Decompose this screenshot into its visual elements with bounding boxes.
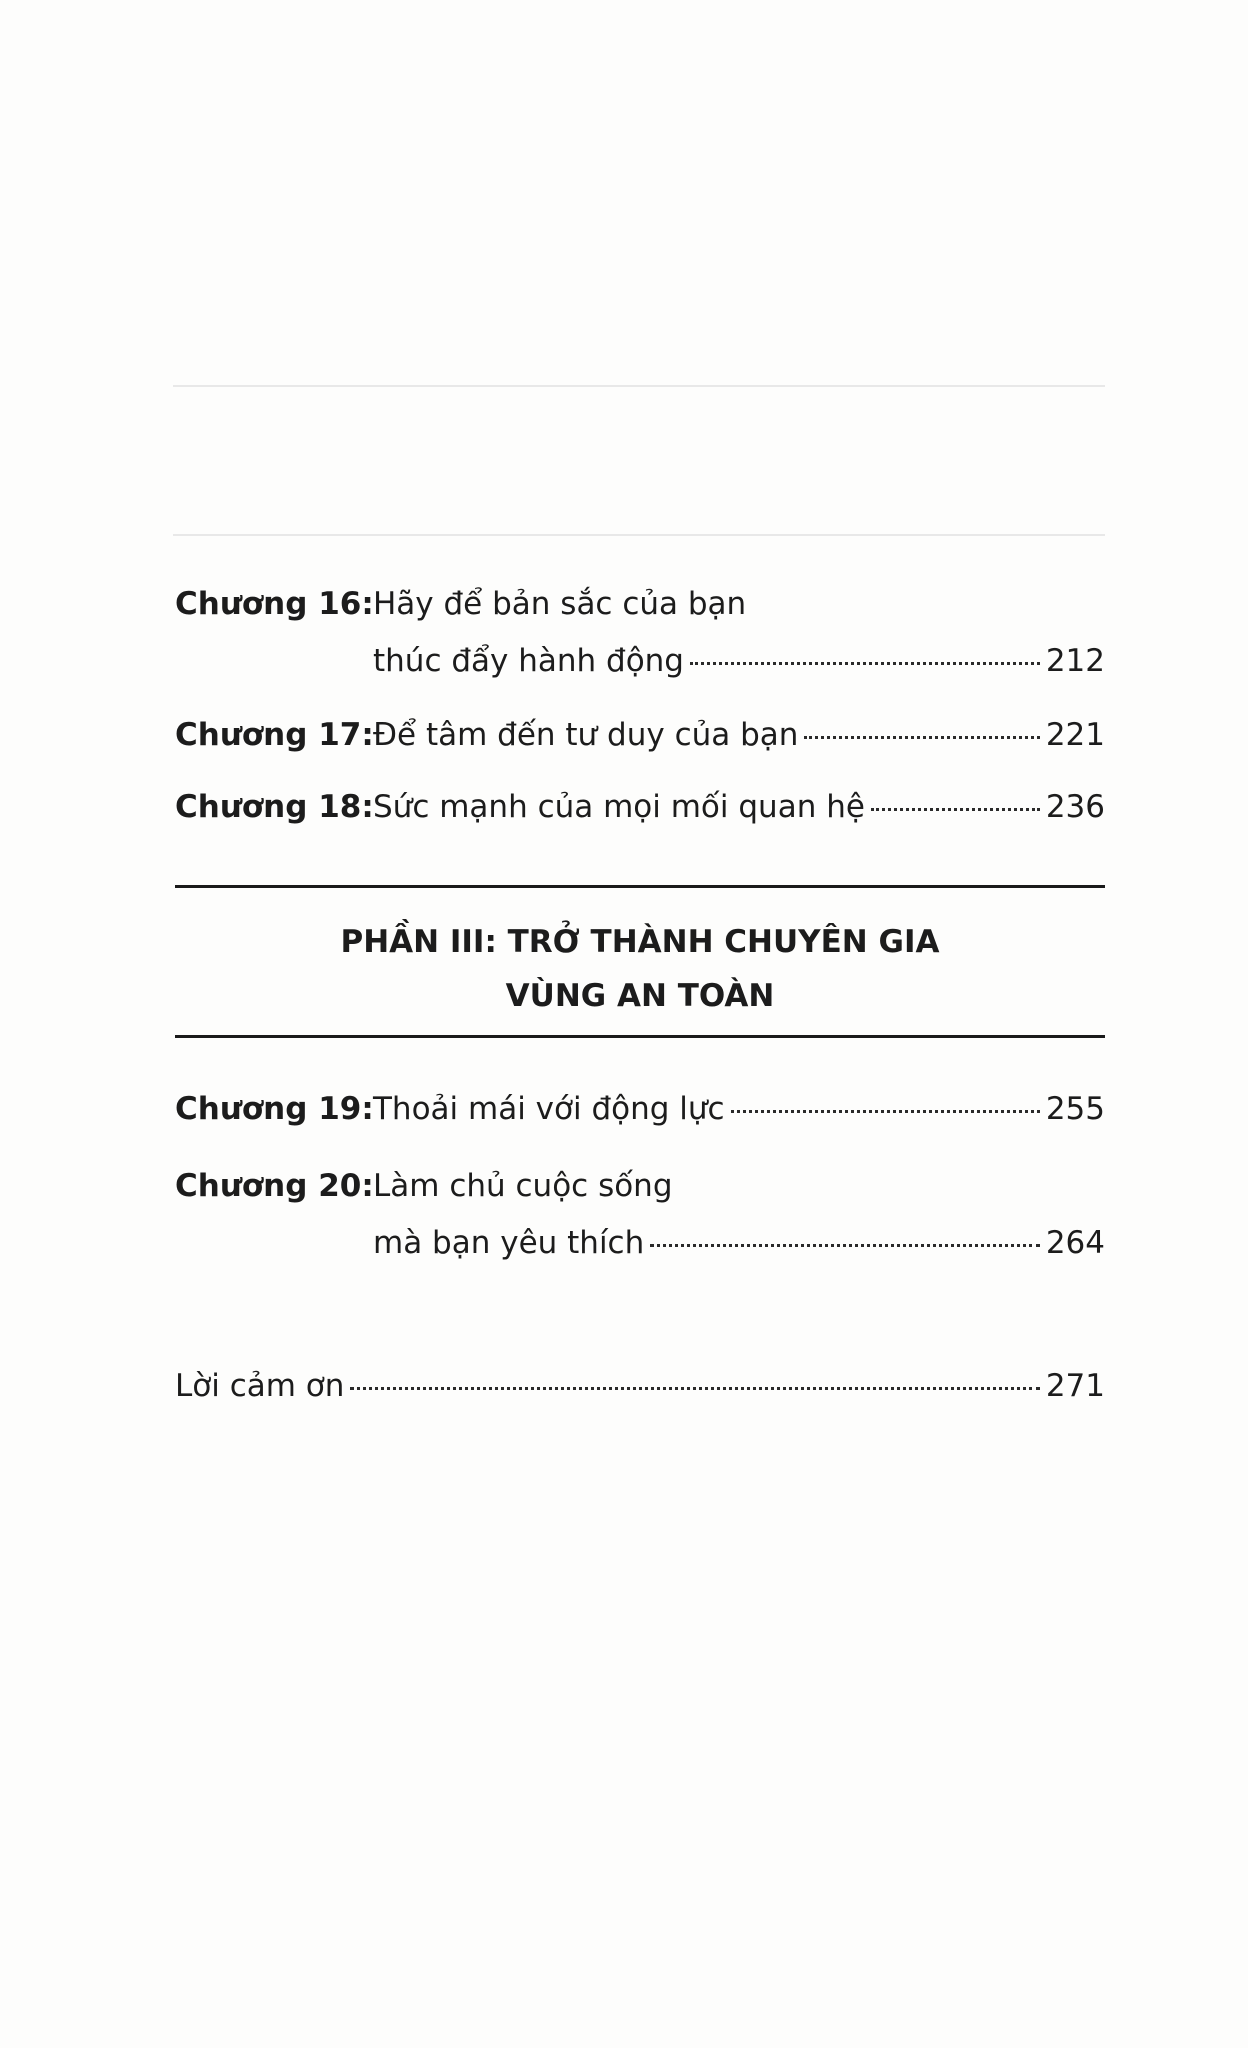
toc-entry-chapter-16[interactable]	[175, 584, 1105, 684]
chapter-label: Chương 20:	[175, 1168, 374, 1204]
title-line	[373, 787, 1105, 827]
title-line	[373, 1223, 1105, 1263]
faint-rule-bottom	[173, 534, 1105, 536]
dot-leader	[650, 1244, 1040, 1247]
chapter-title: Thoải mái với động lực	[373, 1091, 725, 1127]
part-divider-bottom	[175, 1035, 1105, 1038]
title-line	[373, 1089, 1105, 1129]
part-heading-line1: PHẦN III: TRỞ THÀNH CHUYÊN GIA	[340, 924, 940, 960]
acknowledgements-title: Lời cảm ơn	[175, 1368, 345, 1404]
chapter-title: Hãy để bản sắc của bạn	[373, 586, 747, 622]
page-number: 212	[1045, 643, 1105, 679]
chapter-title-continued: mà bạn yêu thích	[373, 1225, 645, 1261]
toc-entry-acknowledgements[interactable]	[175, 1366, 1105, 1406]
page-number: 236	[1045, 789, 1105, 825]
title-line	[373, 715, 1105, 755]
page-number: 271	[1045, 1368, 1105, 1404]
page-number: 255	[1045, 1091, 1105, 1127]
part-divider-top	[175, 885, 1105, 888]
faint-rule-top	[173, 385, 1105, 387]
toc-entry-chapter-18[interactable]	[175, 787, 1105, 827]
part-heading-line2: VÙNG AN TOÀN	[505, 978, 775, 1014]
page-number: 264	[1045, 1225, 1105, 1261]
chapter-label: Chương 17:	[175, 717, 374, 753]
chapter-title: Để tâm đến tư duy của bạn	[373, 717, 799, 753]
chapter-label: Chương 19:	[175, 1091, 374, 1127]
toc-entry-chapter-19[interactable]	[175, 1089, 1105, 1129]
title-line	[373, 584, 1105, 624]
dot-leader	[731, 1110, 1040, 1113]
chapter-label: Chương 18:	[175, 789, 374, 825]
chapter-label: Chương 16:	[175, 586, 374, 622]
title-line	[373, 641, 1105, 681]
dot-leader	[350, 1387, 1039, 1390]
title-line	[373, 1166, 1105, 1206]
chapter-title-continued: thúc đẩy hành động	[373, 643, 684, 679]
page-number: 221	[1045, 717, 1105, 753]
dot-leader	[804, 736, 1039, 739]
dot-leader	[690, 662, 1040, 665]
dot-leader	[871, 808, 1040, 811]
chapter-title: Sức mạnh của mọi mối quan hệ	[373, 789, 865, 825]
toc-entry-chapter-17[interactable]	[175, 715, 1105, 755]
toc-entry-chapter-20[interactable]	[175, 1166, 1105, 1266]
chapter-title: Làm chủ cuộc sống	[373, 1168, 673, 1204]
title-line	[175, 1366, 1105, 1406]
